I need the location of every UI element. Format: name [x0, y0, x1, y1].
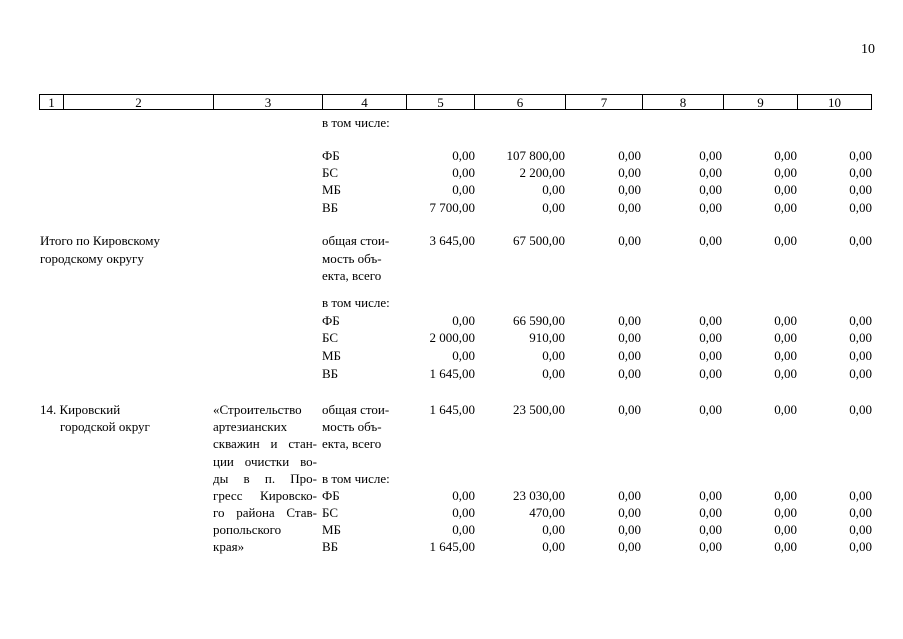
cell-c10: 0,00	[849, 348, 872, 363]
total-c9: 0,00	[774, 402, 797, 417]
header-col-10: 10	[828, 95, 841, 110]
cell-c5: 2 000,00	[429, 330, 475, 345]
cell-c10: 0,00	[849, 182, 872, 197]
cell-c5: 0,00	[452, 165, 475, 180]
project-name-line: ды в п. Про-	[213, 471, 317, 486]
cell-c6: 23 030,00	[513, 488, 565, 503]
cell-c6: 0,00	[542, 539, 565, 554]
page-number: 10	[861, 42, 875, 57]
cell-c5: 0,00	[452, 182, 475, 197]
block3-total-label-2: мость объ-	[322, 419, 382, 434]
total-c10: 0,00	[849, 402, 872, 417]
fund-code: БС	[322, 165, 339, 180]
table-header	[39, 94, 872, 110]
total-c7: 0,00	[618, 402, 641, 417]
cell-c7: 0,00	[618, 366, 641, 381]
cell-c7: 0,00	[618, 488, 641, 503]
total-c10: 0,00	[849, 233, 872, 248]
header-col-5: 5	[407, 95, 475, 109]
cell-c5: 0,00	[452, 313, 475, 328]
cell-c9: 0,00	[774, 522, 797, 537]
block3-including-label: в том числе:	[322, 471, 390, 486]
cell-c8: 0,00	[699, 539, 722, 554]
block3-total-label-3: екта, всего	[322, 436, 382, 451]
cell-c8: 0,00	[699, 148, 722, 163]
total-c9: 0,00	[774, 233, 797, 248]
cell-c10: 0,00	[849, 200, 872, 215]
cell-c7: 0,00	[618, 539, 641, 554]
cell-c10: 0,00	[849, 522, 872, 537]
header-col-3: 3	[214, 95, 323, 109]
fund-code: БС	[322, 505, 339, 520]
cell-c9: 0,00	[774, 505, 797, 520]
cell-c8: 0,00	[699, 505, 722, 520]
cell-c10: 0,00	[849, 330, 872, 345]
cell-c8: 0,00	[699, 348, 722, 363]
cell-c6: 107 800,00	[506, 148, 565, 163]
cell-c8: 0,00	[699, 330, 722, 345]
cell-c7: 0,00	[618, 200, 641, 215]
cell-c9: 0,00	[774, 366, 797, 381]
cell-c6: 2 200,00	[519, 165, 565, 180]
cell-c9: 0,00	[774, 182, 797, 197]
header-col-2: 2	[64, 95, 214, 109]
cell-c10: 0,00	[849, 505, 872, 520]
block3-total-label-1: общая стои-	[322, 402, 390, 417]
cell-c10: 0,00	[849, 313, 872, 328]
cell-c10: 0,00	[849, 539, 872, 554]
block3-district-line2: городской округ	[60, 419, 150, 434]
total-c5: 1 645,00	[429, 402, 475, 417]
cell-c9: 0,00	[774, 348, 797, 363]
cell-c6: 0,00	[542, 348, 565, 363]
cell-c8: 0,00	[699, 366, 722, 381]
fund-code: ФБ	[322, 488, 340, 503]
header-col-4: 4	[323, 95, 407, 109]
cell-c5: 0,00	[452, 505, 475, 520]
cell-c5: 1 645,00	[429, 539, 475, 554]
cell-c8: 0,00	[699, 488, 722, 503]
project-name-line: скважин и стан-	[213, 436, 317, 451]
cell-c7: 0,00	[618, 348, 641, 363]
cell-c5: 0,00	[452, 148, 475, 163]
cell-c8: 0,00	[699, 165, 722, 180]
fund-code: ВБ	[322, 366, 339, 381]
cell-c9: 0,00	[774, 200, 797, 215]
cell-c6: 0,00	[542, 200, 565, 215]
cell-c6: 0,00	[542, 522, 565, 537]
total-c6: 67 500,00	[513, 233, 565, 248]
fund-code: БС	[322, 330, 339, 345]
cell-c7: 0,00	[618, 148, 641, 163]
project-name-line: «Строительство	[213, 402, 302, 417]
total-c6: 23 500,00	[513, 402, 565, 417]
total-c8: 0,00	[699, 233, 722, 248]
cell-c6: 0,00	[542, 182, 565, 197]
total-c5: 3 645,00	[429, 233, 475, 248]
cell-c10: 0,00	[849, 488, 872, 503]
block3-district-line1: 14. Кировский	[40, 402, 121, 417]
cell-c8: 0,00	[699, 313, 722, 328]
cell-c10: 0,00	[849, 148, 872, 163]
cell-c6: 0,00	[542, 366, 565, 381]
cell-c5: 0,00	[452, 348, 475, 363]
cell-c7: 0,00	[618, 330, 641, 345]
fund-code: МБ	[322, 348, 342, 363]
cell-c9: 0,00	[774, 488, 797, 503]
block2-including-label: в том числе:	[322, 295, 390, 310]
block2-total-label-1: общая стои-	[322, 233, 390, 248]
cell-c7: 0,00	[618, 313, 641, 328]
cell-c8: 0,00	[699, 200, 722, 215]
fund-code: МБ	[322, 522, 342, 537]
project-name-line: артезианских	[213, 419, 288, 434]
fund-code: ФБ	[322, 313, 340, 328]
total-c7: 0,00	[618, 233, 641, 248]
cell-c7: 0,00	[618, 522, 641, 537]
project-name-line: го района Став-	[213, 505, 317, 520]
header-col-6: 6	[475, 95, 566, 109]
cell-c6: 66 590,00	[513, 313, 565, 328]
cell-c10: 0,00	[849, 366, 872, 381]
project-name-line: гресс Кировско-	[213, 488, 317, 503]
block2-total-label-3: екта, всего	[322, 268, 382, 283]
cell-c7: 0,00	[618, 182, 641, 197]
fund-code: МБ	[322, 182, 342, 197]
cell-c9: 0,00	[774, 165, 797, 180]
header-col-8: 8	[643, 95, 724, 109]
cell-c5: 1 645,00	[429, 366, 475, 381]
block2-title-line1: Итого по Кировскому	[40, 233, 160, 248]
cell-c6: 470,00	[529, 505, 565, 520]
cell-c7: 0,00	[618, 165, 641, 180]
total-c8: 0,00	[699, 402, 722, 417]
fund-code: ФБ	[322, 148, 340, 163]
header-col-7: 7	[566, 95, 643, 109]
project-name-line: ции очистки во-	[213, 454, 317, 469]
cell-c9: 0,00	[774, 148, 797, 163]
header-col-9: 9	[724, 95, 798, 109]
project-name-line: ропольского	[213, 522, 282, 537]
fund-code: ВБ	[322, 200, 339, 215]
cell-c6: 910,00	[529, 330, 565, 345]
fund-code: ВБ	[322, 539, 339, 554]
cell-c9: 0,00	[774, 330, 797, 345]
cell-c5: 7 700,00	[429, 200, 475, 215]
cell-c10: 0,00	[849, 165, 872, 180]
cell-c5: 0,00	[452, 488, 475, 503]
header-col-1: 1	[40, 95, 64, 109]
cell-c8: 0,00	[699, 182, 722, 197]
cell-c9: 0,00	[774, 539, 797, 554]
including-label: в том числе:	[322, 115, 390, 130]
cell-c8: 0,00	[699, 522, 722, 537]
project-name-line: края»	[213, 539, 245, 554]
cell-c7: 0,00	[618, 505, 641, 520]
cell-c9: 0,00	[774, 313, 797, 328]
cell-c5: 0,00	[452, 522, 475, 537]
block2-title-line2: городскому округу	[40, 251, 144, 266]
block2-total-label-2: мость объ-	[322, 251, 382, 266]
